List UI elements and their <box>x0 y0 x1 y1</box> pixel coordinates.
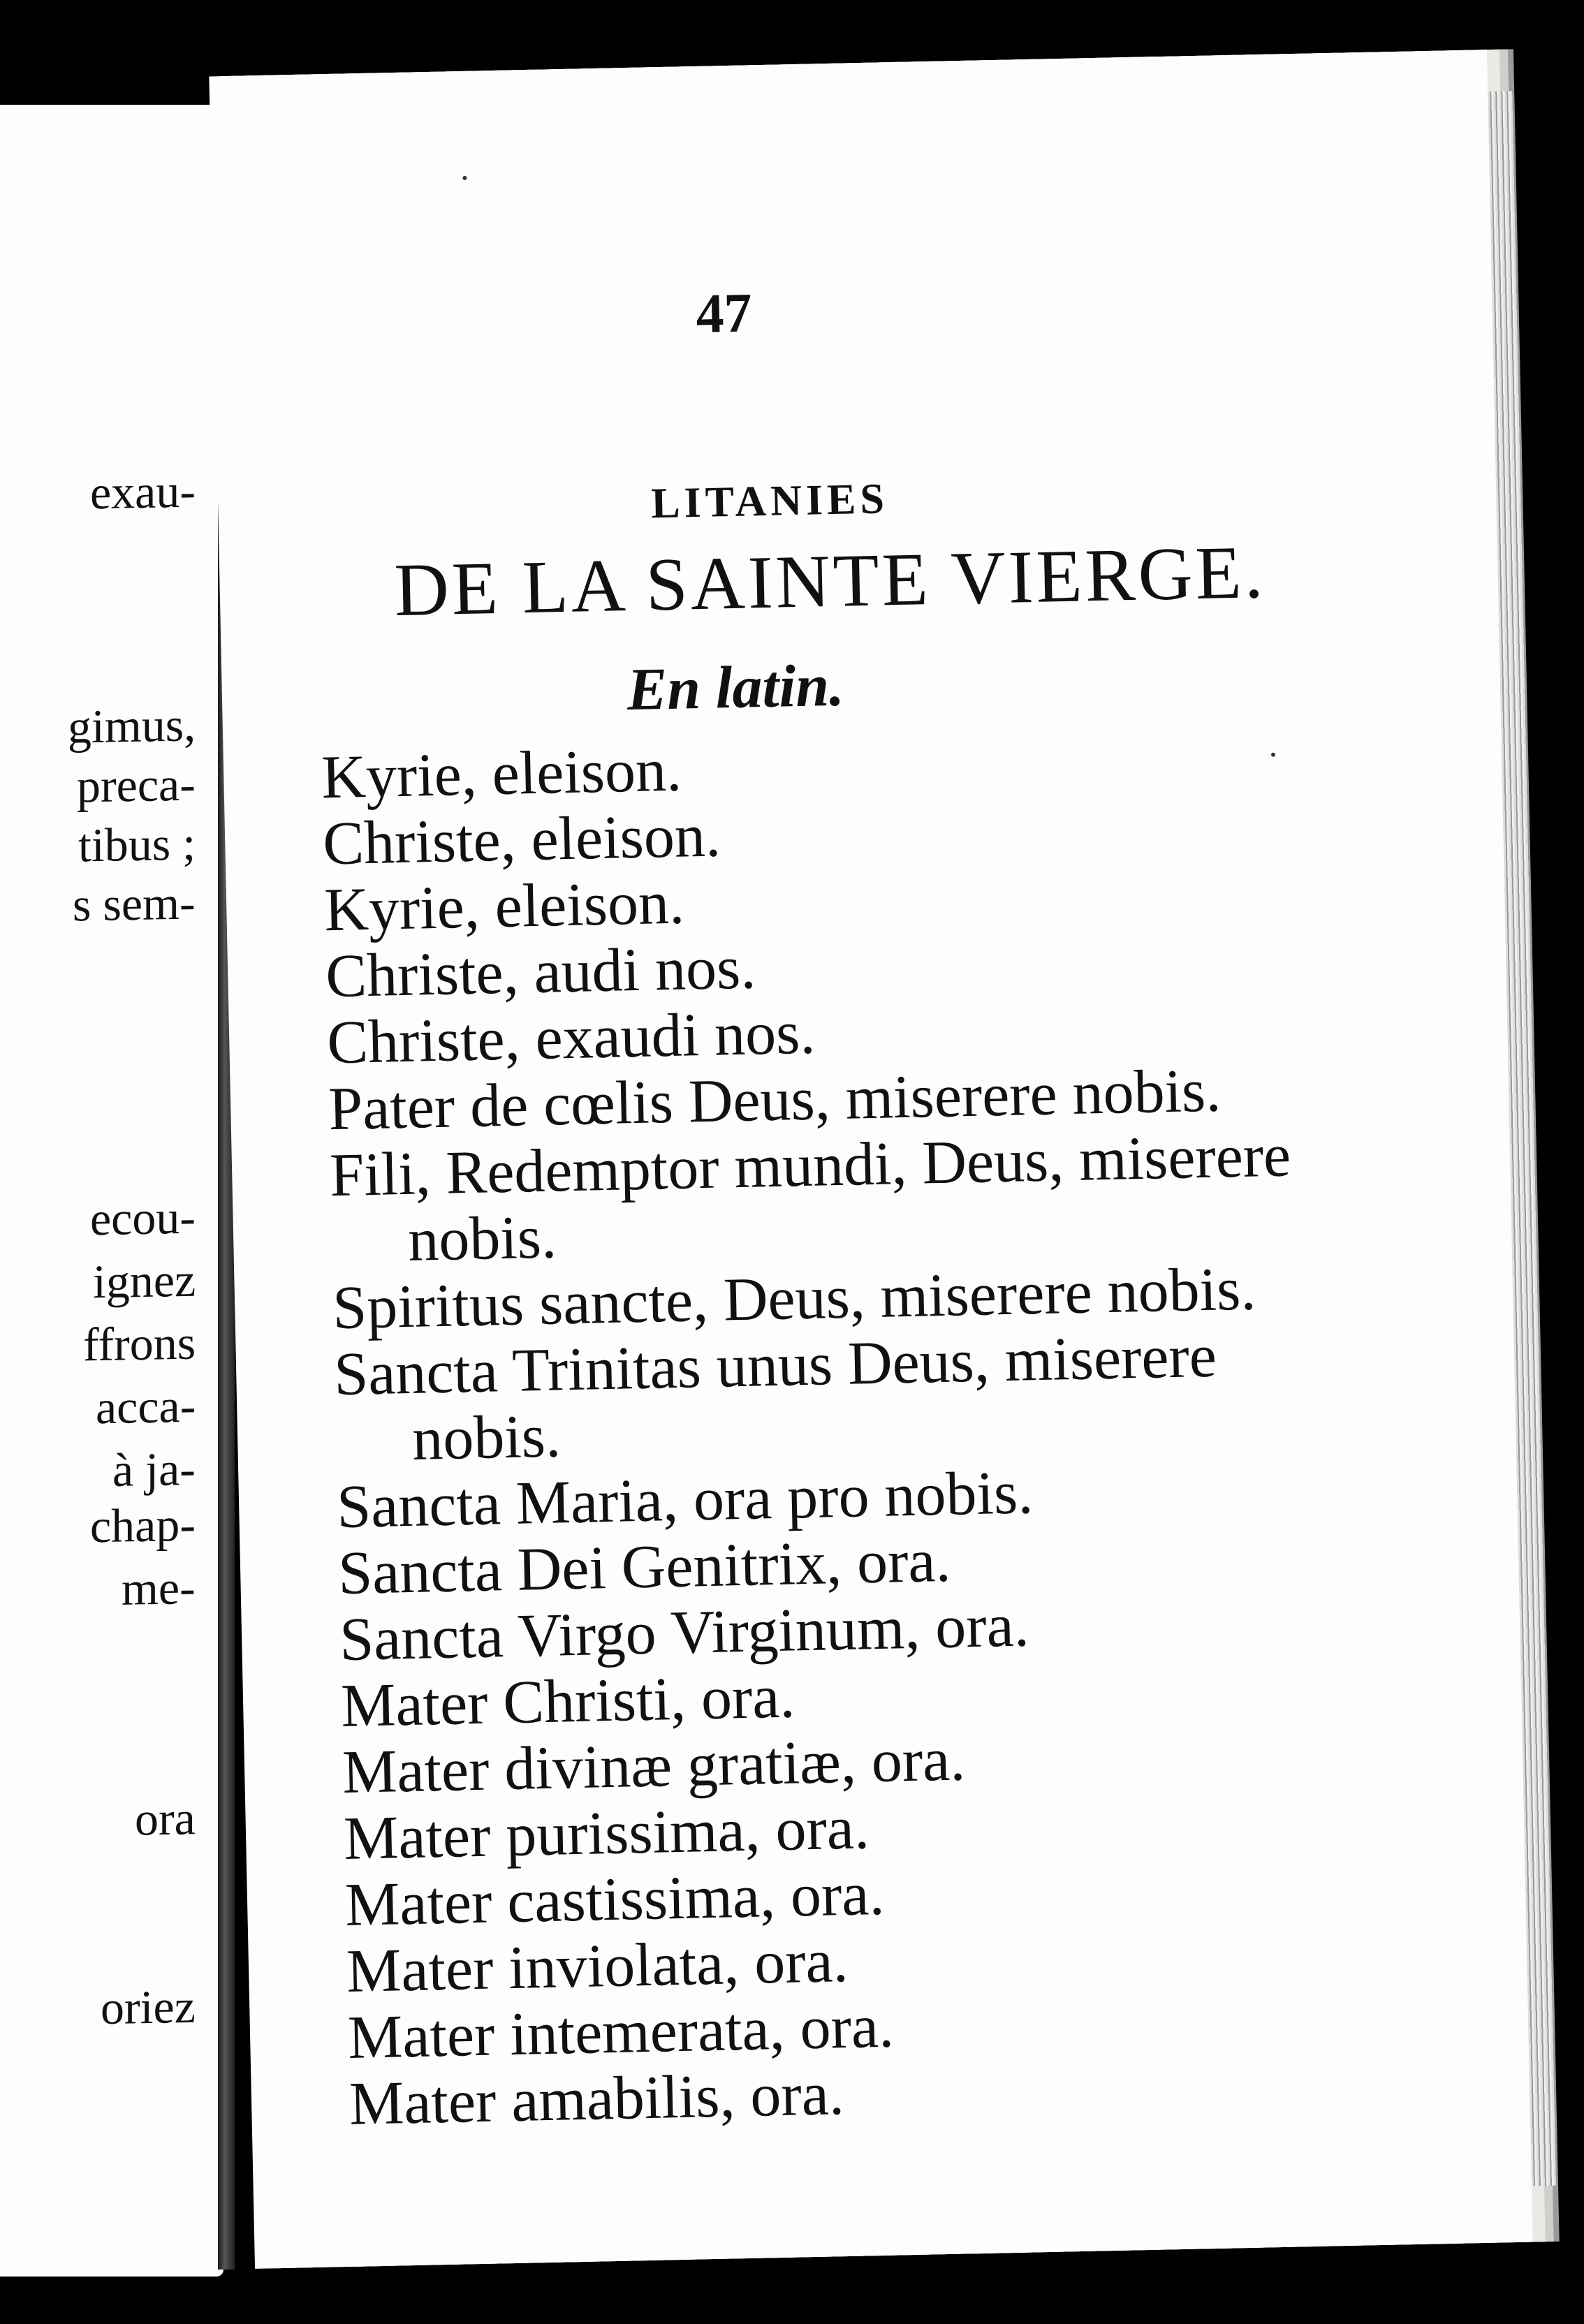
page-edge <box>1488 91 1557 2186</box>
previous-page-fragment: tibus ; <box>78 816 196 872</box>
litany-line-continuation: nobis. <box>411 1402 562 1473</box>
litany-line: Fili, Redemptor mundi, Deus, miserere <box>329 1121 1292 1210</box>
previous-page-fragment: me- <box>122 1561 196 1615</box>
litany-line: Sancta Virgo Virginum, ora. <box>339 1591 1030 1675</box>
litany-line: Kyrie, eleison. <box>323 869 685 945</box>
previous-page-fragment: chap- <box>89 1497 196 1553</box>
litany-line: Christe, eleison. <box>322 802 721 878</box>
previous-page-fragment: exau- <box>89 464 196 520</box>
litany-line: Christe, exaudi nos. <box>326 999 816 1078</box>
litany-line: Mater castissima, ora. <box>344 1860 886 1939</box>
previous-page-fragment: ecou- <box>89 1190 196 1246</box>
litany-line: Mater divinæ gratiæ, ora. <box>342 1726 967 1807</box>
previous-page-fragment: ffrons <box>82 1316 196 1371</box>
litany-line: Kyrie, eleison. <box>321 736 682 812</box>
section-subtitle: En latin. <box>626 651 845 723</box>
litany-line: Mater inviolata, ora. <box>346 1927 849 2006</box>
previous-page-fragment: oriez <box>101 1979 196 2035</box>
section-title: DE LA SAINTE VIERGE. <box>393 530 1267 633</box>
paper-speck <box>462 176 467 180</box>
litany-line: Spiritus sancte, Deus, miserere nobis. <box>332 1255 1257 1343</box>
litany-line: Mater amabilis, ora. <box>349 2060 845 2138</box>
section-title-small: LITANIES <box>650 475 889 528</box>
previous-page-fragment: preca- <box>77 757 196 813</box>
current-page <box>209 50 1532 2269</box>
previous-page-fragment: acca- <box>95 1378 196 1434</box>
litany-text <box>321 721 1502 2138</box>
previous-page-fragment: s sem- <box>73 876 196 932</box>
previous-page-fragment: gimus, <box>67 698 196 753</box>
litany-line: Mater purissima, ora. <box>343 1794 870 1874</box>
previous-page-fragment: ora <box>135 1791 196 1846</box>
page-number: 47 <box>695 282 753 345</box>
litany-line: Pater de cœlis Deus, miserere nobis. <box>328 1057 1222 1144</box>
litany-line: Sancta Maria, ora pro nobis. <box>336 1459 1034 1542</box>
previous-page-fragment: ignez <box>92 1253 196 1309</box>
previous-page <box>0 105 223 2277</box>
previous-page-fragment: à ja- <box>112 1441 196 1497</box>
litany-line-continuation: nobis. <box>407 1203 557 1274</box>
litany-line: Mater Christi, ora. <box>340 1663 796 1741</box>
litany-line: Mater intemerata, ora. <box>347 1992 895 2072</box>
litany-line: Sancta Trinitas unus Deus, miserere <box>333 1322 1217 1409</box>
litany-line: Christe, audi nos. <box>325 934 757 1011</box>
litany-line: Sancta Dei Genitrix, ora. <box>337 1527 952 1608</box>
